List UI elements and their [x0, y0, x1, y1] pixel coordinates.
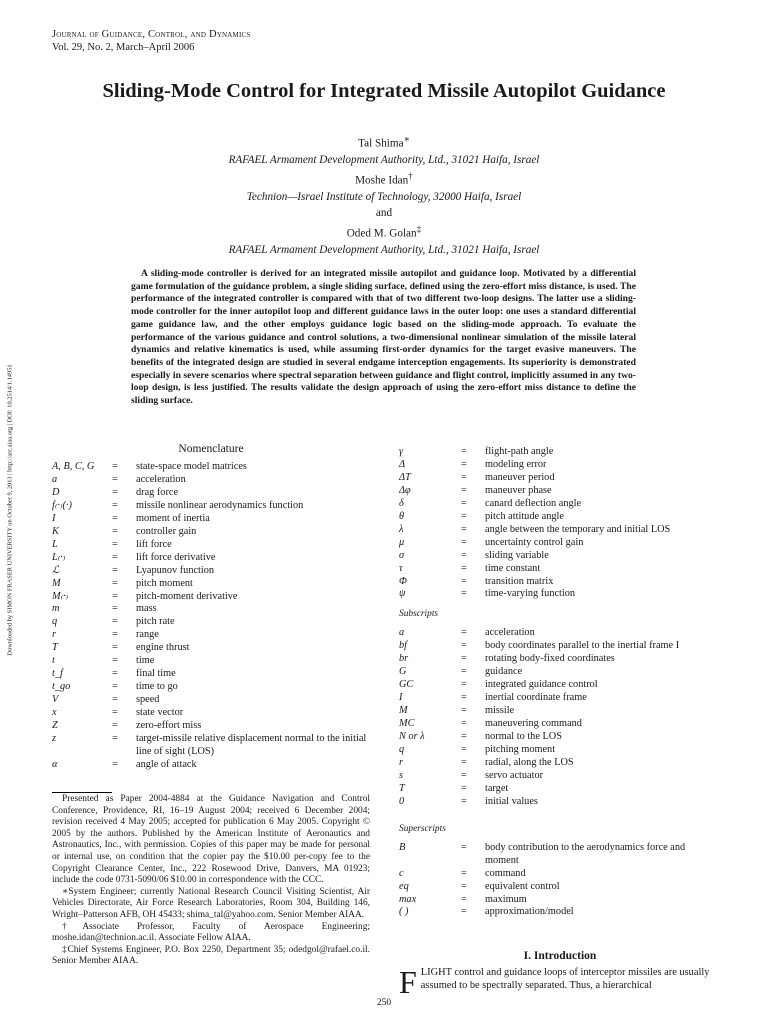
- definition: moment of inertia: [136, 512, 210, 524]
- author-name: Oded M. Golan‡: [346, 224, 422, 240]
- definition: sliding variable: [485, 549, 549, 561]
- equals-sign: =: [112, 655, 118, 667]
- symbol: 0: [399, 795, 405, 807]
- author-affiliation: Technion—Israel Institute of Technology, 32000 Haifa, Israel: [246, 190, 522, 203]
- definition: integrated guidance control: [485, 679, 598, 691]
- equals-sign: =: [112, 707, 118, 719]
- nomenclature-row: [52, 655, 372, 668]
- equals-sign: =: [112, 720, 118, 732]
- nomenclature-row: [399, 894, 721, 907]
- nomenclature-row: [399, 881, 721, 894]
- nomenclature-row: [399, 537, 721, 550]
- definition: range: [136, 629, 159, 641]
- definition: pitching moment: [485, 743, 556, 755]
- subscripts-heading: Subscripts: [399, 609, 439, 620]
- nomenclature-row: [399, 563, 721, 576]
- nomenclature-row: [52, 720, 372, 733]
- symbol: f₍·₎(·): [52, 499, 72, 511]
- nomenclature-row: [399, 770, 721, 783]
- footnotes: [52, 794, 370, 968]
- nomenclature-row: [399, 744, 721, 757]
- nomenclature-row: [399, 757, 721, 770]
- equals-sign: =: [461, 718, 467, 730]
- equals-sign: =: [461, 841, 467, 853]
- symbol: Δ: [399, 458, 406, 470]
- definition: drag force: [136, 486, 179, 498]
- definition: uncertainty control gain: [485, 536, 584, 548]
- symbol: λ: [399, 523, 404, 535]
- nomenclature-row: [52, 552, 372, 565]
- symbol: A, B, C, G: [52, 461, 95, 472]
- abstract: A sliding-mode controller is derived for an integrated missile autopilot and guidance loop. Motivated by a differential game formulation of the guidance problem, a single sliding surface, defined using the zero-effort miss distance, is used. The performance of the integrated controller is compared with that of two different two-loop designs. The latter use a sliding-mode controller for the inner autopilot loop and different guidance laws in the outer loop: one uses a standard differential game guidance law, and the other employs guidance logic based on the sliding-mode approach. To evaluate the performance of the various guidance and control solutions, a two-dimensional nonlinear simulation of the missile lateral dynamics and relative kinematics is used, while assuming first-order dynamics for the target evasive maneuvers. The benefits of the integrated design are studied in several endgame interception engagements. Its superiority is demonstrated especially in severe scenarios where spectral separation between guidance and flight control, implicitly assumed in any two-loop design, is less justified. The results validate the design approach of using the zero-effort miss distance to define the sliding surface.: [131, 268, 636, 407]
- equals-sign: =: [461, 795, 467, 807]
- definition: acceleration: [485, 627, 535, 639]
- symbol: V: [52, 694, 59, 706]
- paper-title: Sliding-Mode Control for Integrated Missile Autopilot Guidance: [102, 80, 666, 102]
- drop-cap: F: [399, 964, 417, 1000]
- equals-sign: =: [461, 782, 467, 794]
- symbol: br: [399, 653, 409, 665]
- definition: maneuver period: [485, 471, 555, 483]
- definition: missile nonlinear aerodynamics function: [136, 499, 304, 511]
- equals-sign: =: [112, 577, 118, 589]
- nomenclature-row: [399, 459, 721, 472]
- nomenclature-row: [52, 578, 372, 591]
- equals-sign: =: [112, 642, 118, 654]
- symbol: a: [399, 627, 405, 639]
- definition: approximation/model: [485, 906, 574, 918]
- equals-sign: =: [461, 880, 467, 892]
- equals-sign: =: [461, 549, 467, 561]
- symbol: m: [52, 603, 60, 615]
- equals-sign: =: [112, 733, 118, 745]
- equals-sign: =: [112, 629, 118, 641]
- nomenclature-row: [52, 681, 372, 694]
- download-side-note: Downloaded by SIMON FRASER UNIVERSITY on October 9, 2013 | http://arc.aiaa.org | DOI: 10.2514/1.14951: [6, 364, 14, 656]
- equals-sign: =: [461, 627, 467, 639]
- equals-sign: =: [461, 484, 467, 496]
- equals-sign: =: [461, 692, 467, 704]
- journal-issue: Vol. 29, No. 2, March–April 2006: [52, 42, 195, 53]
- definition: Lyapunov function: [136, 564, 215, 576]
- nomenclature-row: [399, 679, 721, 692]
- equals-sign: =: [112, 564, 118, 576]
- nomenclature-row: [52, 526, 372, 539]
- definition: transition matrix: [485, 575, 554, 587]
- symbol: q: [52, 616, 58, 628]
- equals-sign: =: [112, 473, 118, 485]
- symbol: Φ: [399, 575, 407, 587]
- nomenclature-row: [52, 642, 372, 655]
- definition: target-missile relative displacement normal to the initial line of sight (LOS): [136, 733, 367, 757]
- nomenclature-row: [399, 783, 721, 796]
- and-word: and: [375, 207, 393, 220]
- equals-sign: =: [461, 743, 467, 755]
- equals-sign: =: [112, 461, 118, 472]
- definition: maneuvering command: [485, 718, 582, 730]
- definition: time: [136, 655, 155, 667]
- symbol: τ: [399, 562, 403, 574]
- symbol: L₍·₎: [52, 551, 66, 563]
- nomenclature-row: [52, 603, 372, 616]
- definition: normal to the LOS: [485, 731, 562, 743]
- nomenclature-row: [52, 591, 372, 604]
- equals-sign: =: [461, 906, 467, 918]
- equals-sign: =: [112, 681, 118, 693]
- definition: rotating body-fixed coordinates: [485, 653, 615, 665]
- nomenclature-row: [52, 539, 372, 552]
- symbol: ΔT: [399, 471, 411, 483]
- nomenclature-left-column: [52, 461, 372, 772]
- nomenclature-row: [399, 627, 721, 640]
- equals-sign: =: [112, 668, 118, 680]
- definition: angle of attack: [136, 758, 197, 770]
- nomenclature-row: [52, 733, 372, 759]
- nomenclature-row: [52, 461, 372, 474]
- equals-sign: =: [461, 867, 467, 879]
- definition: pitch attitude angle: [485, 510, 564, 522]
- symbol: I: [52, 512, 56, 524]
- journal-name: Journal of Guidance, Control, and Dynamics: [52, 29, 251, 40]
- symbol: max: [399, 893, 417, 905]
- nomenclature-row: [399, 731, 721, 744]
- nomenclature-row: [52, 759, 372, 772]
- symbol: μ: [399, 536, 405, 548]
- definition: pitch rate: [136, 616, 175, 628]
- page-number: 250: [376, 998, 392, 1008]
- symbol: G: [399, 666, 407, 678]
- nomenclature-row: [399, 906, 721, 919]
- definition: engine thrust: [136, 642, 190, 654]
- symbol: GC: [399, 679, 414, 691]
- author-affiliation: RAFAEL Armament Development Authority, Ltd., 31021 Haifa, Israel: [228, 243, 540, 256]
- definition: missile: [485, 705, 515, 717]
- footnote: ‡Chief Systems Engineer, P.O. Box 2250, Department 35; odedgol@rafael.co.il. Senior Member AIAA.: [52, 944, 370, 967]
- equals-sign: =: [461, 523, 467, 535]
- symbol: K: [52, 525, 59, 537]
- symbol: ℒ: [52, 564, 60, 576]
- nomenclature-row: [399, 446, 721, 459]
- definition: maneuver phase: [485, 484, 552, 496]
- equals-sign: =: [112, 551, 118, 563]
- author-block: [0, 132, 768, 258]
- equals-sign: =: [461, 510, 467, 522]
- introduction-text: FLIGHT control and guidance loops of interceptor missiles are usually assumed to be spectrally separated. Thus, a hierarchical: [399, 964, 710, 1000]
- symbol: bf: [399, 640, 408, 652]
- symbol: θ: [399, 510, 405, 522]
- equals-sign: =: [461, 640, 467, 652]
- nomenclature-row: [399, 472, 721, 485]
- symbol: s: [399, 769, 404, 781]
- nomenclature-row: [399, 485, 721, 498]
- equals-sign: =: [461, 653, 467, 665]
- symbol: D: [52, 486, 60, 498]
- nomenclature-row: [399, 692, 721, 705]
- definition: final time: [136, 668, 176, 680]
- equals-sign: =: [461, 446, 467, 457]
- equals-sign: =: [112, 512, 118, 524]
- nomenclature-row: [52, 487, 372, 500]
- equals-sign: =: [461, 562, 467, 574]
- definition: pitch-moment derivative: [136, 590, 238, 602]
- definition: angle between the temporary and initial LOS: [485, 523, 671, 535]
- definition: modeling error: [485, 458, 547, 470]
- definition: target: [485, 782, 509, 794]
- symbol: Z: [52, 720, 58, 732]
- equals-sign: =: [461, 471, 467, 483]
- footnote: Presented as Paper 2004-4884 at the Guidance Navigation and Control Conference, Providence, RI, 16–19 August 2004; received 6 December 2004; revision received 4 May 2005; accepted for publication 6 May 2005. Copyright © 2005 by the authors. Published by the American Institute of Aeronautics and Astronautics, Inc., with permission. Copies of this paper may be made for personal or internal use, on condition that the copier pay the $10.00 per-copy fee to the Copyright Clearance Center, Inc., 222 Rosewood Drive, Danvers, MA 01923; include the code 0731-5090/06 $10.00 in correspondence with the CCC.: [52, 794, 370, 886]
- symbol: z: [52, 733, 57, 745]
- footnote: †Associate Professor, Faculty of Aerospace Engineering; moshe.idan@technion.ac.il. Associate Fellow AIAA.: [52, 921, 370, 944]
- author-name: Moshe Idan†: [355, 171, 413, 187]
- symbol: eq: [399, 880, 409, 892]
- nomenclature-row: [399, 705, 721, 718]
- author-affiliation: RAFAEL Armament Development Authority, Ltd., 31021 Haifa, Israel: [228, 154, 540, 167]
- definition: radial, along the LOS: [485, 756, 574, 768]
- definition: guidance: [485, 666, 523, 678]
- definition: controller gain: [136, 525, 197, 537]
- definition: lift force derivative: [136, 551, 216, 563]
- nomenclature-row: [399, 511, 721, 524]
- equals-sign: =: [112, 525, 118, 537]
- equals-sign: =: [112, 538, 118, 550]
- symbol: M: [52, 577, 61, 589]
- definition: maximum: [485, 893, 527, 905]
- equals-sign: =: [461, 705, 467, 717]
- symbol: t_f: [52, 668, 63, 680]
- equals-sign: =: [461, 756, 467, 768]
- definition: lift force: [136, 538, 172, 550]
- section-heading-introduction: I. Introduction: [523, 950, 597, 962]
- equals-sign: =: [112, 758, 118, 770]
- equals-sign: =: [461, 575, 467, 587]
- definition: state vector: [136, 707, 184, 719]
- symbol: N or λ: [399, 731, 425, 743]
- symbol: γ: [399, 446, 404, 457]
- equals-sign: =: [461, 679, 467, 691]
- definition: command: [485, 867, 526, 879]
- nomenclature-row: [399, 868, 721, 881]
- symbol: t: [52, 655, 55, 667]
- definition: time constant: [485, 562, 541, 574]
- symbol: x: [52, 707, 57, 719]
- equals-sign: =: [112, 603, 118, 615]
- symbol: I: [399, 692, 403, 704]
- nomenclature-row: [399, 842, 721, 868]
- definition: flight-path angle: [485, 446, 554, 457]
- nomenclature-row: [399, 498, 721, 511]
- symbol: r: [399, 756, 404, 768]
- equals-sign: =: [461, 731, 467, 743]
- symbol: Δφ: [399, 484, 411, 496]
- symbol: α: [52, 758, 58, 770]
- symbol: M₍·₎: [52, 590, 69, 602]
- nomenclature-row: [52, 616, 372, 629]
- footnote-rule: [52, 792, 112, 793]
- definition: time-varying function: [485, 588, 576, 600]
- equals-sign: =: [112, 694, 118, 706]
- definition: inertial coordinate frame: [485, 692, 587, 704]
- nomenclature-row: [52, 474, 372, 487]
- symbol: q: [399, 743, 405, 755]
- equals-sign: =: [461, 536, 467, 548]
- definition: state-space model matrices: [136, 461, 247, 472]
- nomenclature-row: [52, 500, 372, 513]
- equals-sign: =: [461, 458, 467, 470]
- symbol: L: [52, 538, 58, 550]
- superscripts-heading: Superscripts: [399, 823, 446, 834]
- author-name: Tal Shima∗: [358, 135, 410, 150]
- nomenclature-row: [399, 796, 721, 809]
- definition: body coordinates parallel to the inertial frame I: [485, 640, 680, 652]
- symbol: M: [399, 705, 408, 717]
- equals-sign: =: [461, 497, 467, 509]
- definition: canard deflection angle: [485, 497, 582, 509]
- equals-sign: =: [461, 588, 467, 600]
- equals-sign: =: [112, 616, 118, 628]
- nomenclature-row: [52, 565, 372, 578]
- definition: equivalent control: [485, 880, 560, 892]
- nomenclature-right-column: [399, 446, 721, 919]
- equals-sign: =: [461, 666, 467, 678]
- nomenclature-row: [399, 524, 721, 537]
- equals-sign: =: [461, 893, 467, 905]
- journal-header: [52, 28, 250, 54]
- nomenclature-row: [52, 694, 372, 707]
- nomenclature-heading: Nomenclature: [178, 443, 244, 455]
- equals-sign: =: [112, 486, 118, 498]
- nomenclature-row: [399, 718, 721, 731]
- nomenclature-row: [399, 576, 721, 589]
- symbol: r: [52, 629, 57, 641]
- nomenclature-row: [52, 707, 372, 720]
- symbol: t_go: [52, 681, 71, 693]
- symbol: δ: [399, 497, 404, 509]
- symbol: ψ: [399, 588, 406, 600]
- symbol: σ: [399, 549, 405, 561]
- definition: servo actuator: [485, 769, 544, 781]
- equals-sign: =: [112, 590, 118, 602]
- definition: zero-effort miss: [136, 720, 202, 732]
- nomenclature-row: [399, 550, 721, 563]
- symbol: B: [399, 841, 406, 853]
- definition: initial values: [485, 795, 538, 807]
- nomenclature-row: [399, 640, 721, 653]
- equals-sign: =: [112, 499, 118, 511]
- symbol: ( ): [399, 906, 409, 918]
- footnote: ∗System Engineer; currently National Research Council Visiting Scientist, Air Vehicles Directorate, Air Force Research Laboratories, Room 304, Building 146, Wright–Patterson AFB, OH 45433; shima_tal@yahoo.com. Senior Member AIAA.: [52, 886, 370, 920]
- nomenclature-row: [52, 629, 372, 642]
- nomenclature-row: [52, 668, 372, 681]
- definition: body contribution to the aerodynamics force and moment: [485, 841, 686, 866]
- symbol: T: [399, 782, 405, 794]
- definition: pitch moment: [136, 577, 193, 589]
- equals-sign: =: [461, 769, 467, 781]
- nomenclature-row: [52, 513, 372, 526]
- definition: speed: [136, 694, 160, 706]
- symbol: a: [52, 473, 58, 485]
- nomenclature-row: [399, 588, 721, 601]
- definition: acceleration: [136, 473, 186, 485]
- symbol: c: [399, 867, 404, 879]
- nomenclature-row: [399, 653, 721, 666]
- definition: time to go: [136, 681, 178, 693]
- symbol: MC: [399, 718, 415, 730]
- nomenclature-row: [399, 666, 721, 679]
- definition: mass: [136, 603, 157, 615]
- symbol: T: [52, 642, 58, 654]
